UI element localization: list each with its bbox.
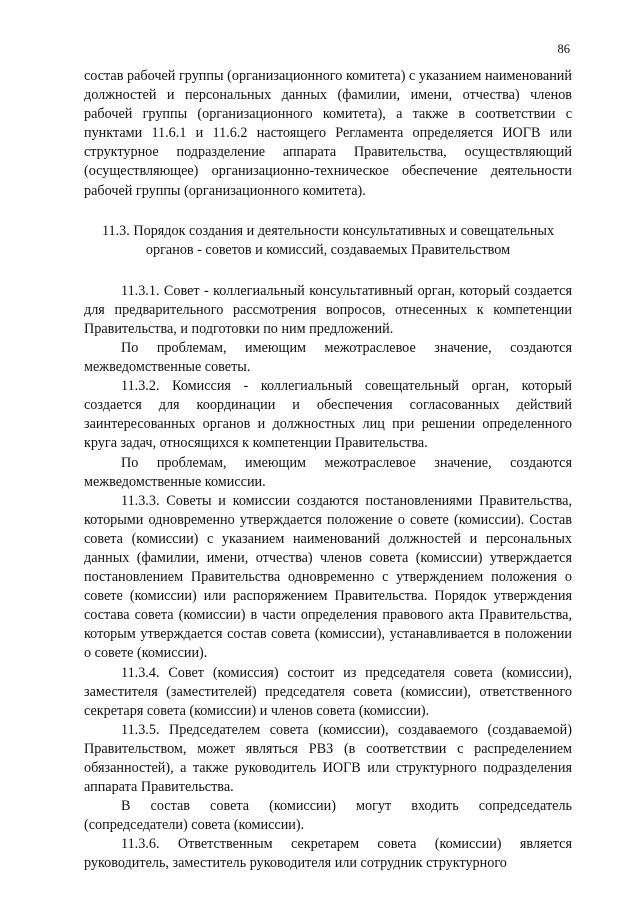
paragraph-11-3-4: 11.3.4. Совет (комиссия) состоит из председателя совета (комиссии), заместителя (заместителей) председателя совета (комиссии), ответственного секретаря совета (комиссии) и членов совета (комиссии). [84, 664, 572, 719]
section-heading-line-1: 11.3. Порядок создания и деятельности консультативных и совещательных [101, 222, 555, 239]
section-heading-line-2: органов - советов и комиссий, создаваемых Правительством [145, 241, 511, 258]
paragraph-11-3-5: 11.3.5. Председателем совета (комиссии), создаваемого (создаваемой) Правительством, может являться РВЗ (в соответствии с распределением обязанностей), а также руководитель ИОГВ или структурного подразделения аппарата Правительства. [84, 721, 572, 796]
intro-paragraph: состав рабочей группы (организационного комитета) с указанием наименований должностей и персональных данных (фамилии, имени, отчества) членов рабочей группы (организационного комитета), а также в соответствии с пунктами 11.6.1 и 11.6.2 настоящего Регламента определяется ИОГВ или структурное подразделение аппарата Правительства, осуществляющий (осуществляющее) организационно-техническое обеспечение деятельности рабочей группы (организационного комитета). [84, 68, 572, 199]
paragraph-11-3-3: 11.3.3. Советы и комиссии создаются постановлениями Правительства, которыми одновременно утверждается положение о совете (комиссии). Состав совета (комиссии) с указанием наименований должностей и персональных данных (фамилии, имени, отчества) членов совета (комиссии) утверждается постановлением Правительства одновременно с утверждением положения о совете (комиссии) или распоряжением Правительства. Порядок утверждения состава совета (комиссии) в части определения правового акта Правительства, которым утверждается состав совета (комиссии), устанавливается в положении о совете (комиссии). [84, 492, 572, 662]
section-heading [84, 222, 572, 260]
paragraph-11-3-1: 11.3.1. Совет - коллегиальный консультативный орган, который создается для предварительного рассмотрения вопросов, отнесенных к компетенции Правительства, и подготовки по ним предложений. [84, 282, 572, 337]
paragraph-co-chairs: В состав совета (комиссии) могут входить сопредседатель (сопредседатели) совета (комиссии). [84, 798, 572, 834]
paragraph-commissions-interagency: По проблемам, имеющим межотраслевое значение, создаются межведомственные комиссии. [84, 454, 572, 490]
paragraph-councils-interagency: По проблемам, имеющим межотраслевое значение, создаются межведомственные советы. [84, 339, 572, 376]
page-content [84, 67, 572, 874]
paragraph-11-3-2: 11.3.2. Комиссия - коллегиальный совещательный орган, который создается для координации и обеспечения согласованных действий заинтересованных органов и должностных лиц при решении определенного круга задач, относящихся к компетенции Правительства. [84, 378, 572, 452]
paragraph-11-3-6: 11.3.6. Ответственным секретарем совета (комиссии) является руководитель, заместитель руководителя или сотрудник структурного [84, 836, 572, 872]
page-number: 86 [557, 42, 570, 56]
